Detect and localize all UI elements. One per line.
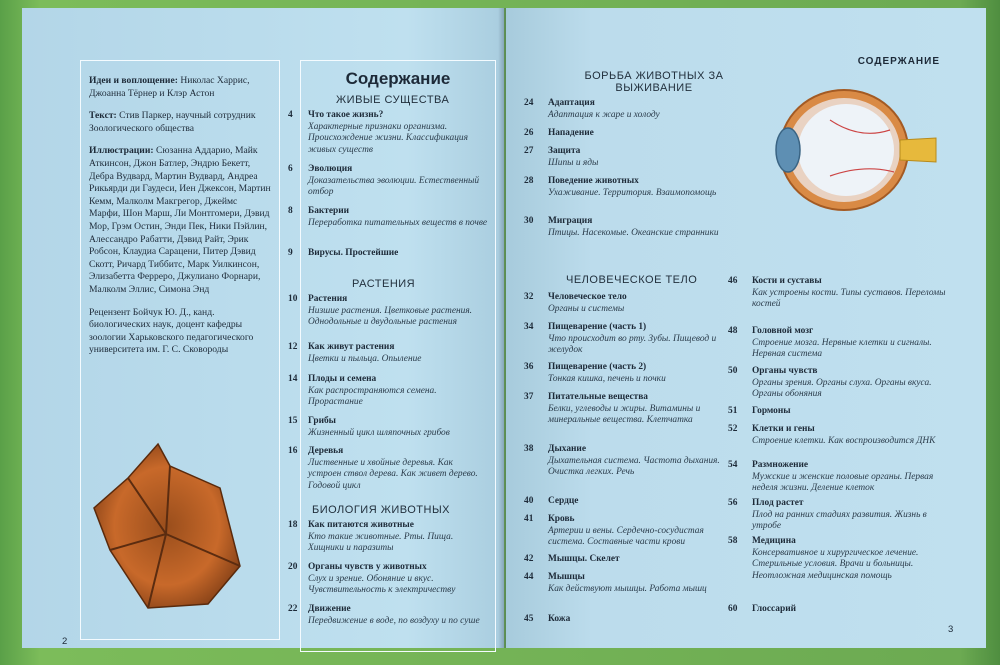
toc-entry[interactable]: 34 Пищеварение (часть 1) Что происходит во рту. Зубы. Пищевод и желудок [524, 322, 717, 356]
toc-entry[interactable]: 48 Головной мозг Строение мозга. Нервные клетки и сигналы. Нервная система [728, 326, 932, 360]
toc-entry[interactable]: 8 Бактерии Переработка питательных веществ в почве [288, 206, 488, 228]
toc-entry[interactable]: 18 Как питаются животные Кто такие животные. Рты. Пища. Хищники и паразиты [288, 520, 454, 554]
credit-ideas: Идеи и воплощение: Николас Харрис, Джоанна Тёрнер и Клэр Астон [89, 75, 250, 99]
credit-illustrations: Иллюстрации: Сюзанна Аддарио, Майк Аткинсон, Джон Батлер, Эндрю Бекетт, Дебра Вудвард, Мартин Вудвард, Андреа Рикьярди ди Гаудеси, Иен Джексон, Мартин Кемм, Малколм Макгрегор, Джеймс Марфи, Шон Марш, Ли Монтгомери, Дэвид Мор, Грэм Остин, Энди Пек, Ники Пэйлин, Алессандро Рабатти, Дэвид Райт, Эрик Робсон, Клаудиа Сарацени, Питер Дэвид Скотт, Ричард Тиббитс, Марк Уилкинсон, Элизабетта Ферреро, Джулиано Форнари, Малколм Эллис, Симона Энд [89, 145, 271, 295]
section-human-body: ЧЕЛОВЕЧЕСКОЕ ТЕЛО [566, 274, 698, 286]
eye-anatomy-illustration [760, 80, 940, 226]
toc-entry[interactable]: 45 Кожа [524, 614, 571, 624]
page-number-right: 3 [948, 624, 954, 635]
credit-text: Текст: Стив Паркер, научный сотрудник Зоологического общества [89, 110, 256, 134]
toc-entry[interactable]: 36 Пищеварение (часть 2) Тонкая кишка, печень и почки [524, 362, 666, 384]
toc-entry[interactable]: 24 Адаптация Адаптация к жаре и холоду [524, 98, 660, 120]
toc-entry[interactable]: 28 Поведение животных Ухаживание. Территория. Взаимопомощь [524, 176, 717, 198]
toc-entry[interactable]: 4 Что такое жизнь? Характерные признаки организма. Происхождение жизни. Классификация живых существ [288, 110, 468, 155]
toc-entry[interactable]: 38 Дыхание Дыхательная система. Частота дыхания. Очистка легких. Речь [524, 444, 720, 478]
toc-entry[interactable]: 6 Эволюция Доказательства эволюции. Естественный отбор [288, 164, 480, 198]
toc-entry[interactable]: 20 Органы чувств у животных Слух и зрение. Обоняние и вкус. Чувствительность к электричеству [288, 562, 456, 596]
toc-entry[interactable]: 56 Плод растет Плод на ранних стадиях развития. Жизнь в утробе [728, 498, 927, 532]
toc-entry[interactable]: 10 Растения Низшие растения. Цветковые растения. Однодольные и двудольные растения [288, 294, 473, 328]
toc-entry[interactable]: 30 Миграция Птицы. Насекомые. Океанские странники [524, 216, 719, 238]
toc-entry[interactable]: 60 Глоссарий [728, 604, 796, 614]
page-number-left: 2 [62, 636, 68, 647]
toc-entry[interactable]: 22 Движение Передвижение в воде, по воздуху и по суше [288, 604, 480, 626]
toc-entry[interactable]: 52 Клетки и гены Строение клетки. Как воспроизводится ДНК [728, 424, 936, 446]
toc-entry[interactable]: 50 Органы чувств Органы зрения. Органы слуха. Органы вкуса. Органы обоняния [728, 366, 932, 400]
toc-entry[interactable]: 12 Как живут растения Цветки и пыльца. Опыление [288, 342, 422, 364]
right-page [506, 8, 986, 648]
seed-pod-illustration [88, 438, 248, 618]
toc-entry[interactable]: 51 Гормоны [728, 406, 791, 416]
running-head: СОДЕРЖАНИЕ [857, 56, 940, 67]
toc-entry[interactable]: 14 Плоды и семена Как распространяются семена. Прорастание [288, 374, 437, 408]
section-struggle-for-survival: БОРЬБА ЖИВОТНЫХ ЗА ВЫЖИВАНИЕ [584, 70, 724, 94]
toc-entry[interactable]: 32 Человеческое тело Органы и системы [524, 292, 627, 314]
toc-entry[interactable]: 26 Нападение [524, 128, 594, 138]
section-plants: РАСТЕНИЯ [352, 278, 416, 290]
left-page [22, 8, 504, 648]
toc-entry[interactable]: 58 Медицина Консервативное и хирургическое лечение. Стерильные условия. Врачи и больницы. Неотложная медицинская помощь [728, 536, 919, 581]
toc-entry[interactable]: 54 Размножение Мужские и женские половые органы. Первая неделя жизни. Деление клеток [728, 460, 934, 494]
section-living-things: ЖИВЫЕ СУЩЕСТВА [336, 94, 450, 106]
toc-entry[interactable]: 15 Грибы Жизненный цикл шляпочных грибов [288, 416, 450, 438]
toc-entry[interactable]: 46 Кости и суставы Как устроены кости. Типы суставов. Переломы костей [728, 276, 946, 310]
toc-entry[interactable]: 42 Мышцы. Скелет [524, 554, 620, 564]
toc-entry[interactable]: 9 Вирусы. Простейшие [288, 248, 399, 258]
section-animal-biology: БИОЛОГИЯ ЖИВОТНЫХ [312, 504, 451, 516]
toc-entry[interactable]: 27 Защита Шипы и яды [524, 146, 599, 168]
credit-reviewer: Рецензент Бойчук Ю. Д., канд. биологических наук, доцент кафедры зоологии Харьковского педагогического университета им. Г. С. Сковороды [89, 306, 254, 356]
toc-entry[interactable]: 16 Деревья Лиственные и хвойные деревья. Как устроен ствол дерева. Как живет дерево. Годовой цикл [288, 446, 478, 491]
toc-entry[interactable]: 40 Сердце [524, 496, 579, 506]
toc-entry[interactable]: 44 Мышцы Как действуют мышцы. Работа мышц [524, 572, 707, 594]
toc-entry[interactable]: 37 Питательные вещества Белки, углеводы и жиры. Витамины и минеральные вещества. Клетчатка [524, 392, 701, 426]
toc-title: Содержание [345, 69, 451, 88]
toc-entry[interactable]: 41 Кровь Артерии и вены. Сердечно-сосудистая система. Составные части крови [524, 514, 704, 548]
